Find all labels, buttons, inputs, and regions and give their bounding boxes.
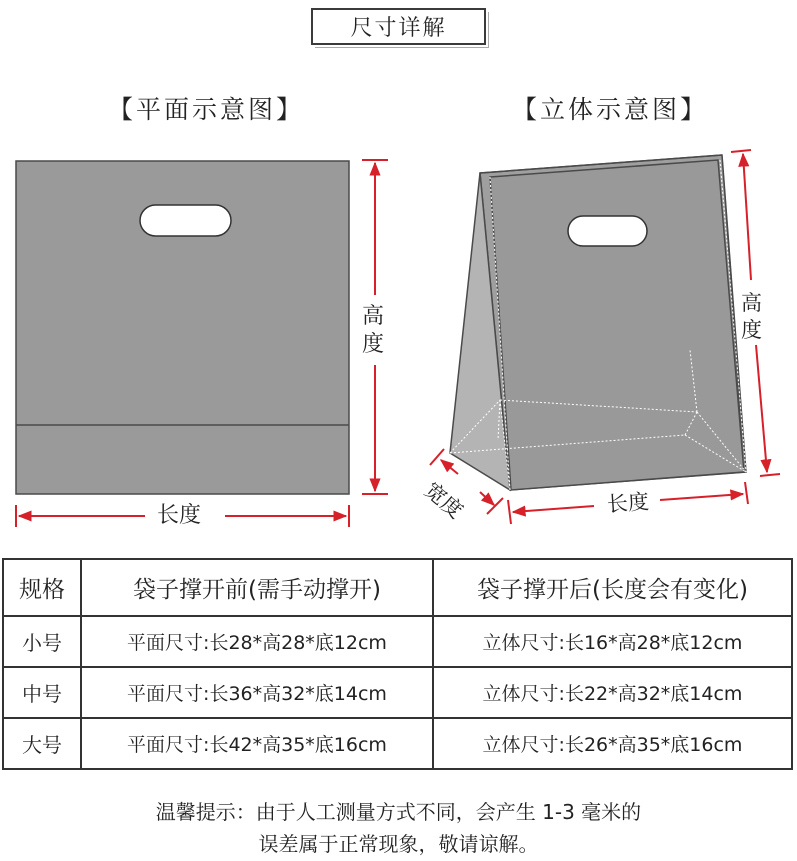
stereo-size-cell: 立体尺寸:长16*高28*底12cm <box>433 616 792 667</box>
header-after-open: 袋子撑开后(长度会有变化) <box>433 559 792 616</box>
flat-height-label: 高 度 <box>362 304 385 357</box>
table-row <box>3 718 792 769</box>
stereo-size-cell: 立体尺寸:长26*高35*底16cm <box>433 718 792 769</box>
size-cell: 中号 <box>3 667 81 718</box>
header-before-open: 袋子撑开前(需手动撑开) <box>81 559 433 616</box>
stereo-length-label: 长度 <box>606 489 650 517</box>
stereo-height-label: 高 度 <box>741 291 762 342</box>
stereo-bag-front <box>490 160 744 490</box>
size-cell: 大号 <box>3 718 81 769</box>
header-size: 规格 <box>3 559 81 616</box>
flat-size-cell: 平面尺寸:长28*高28*底12cm <box>81 616 433 667</box>
tip-line-1: 温馨提示：由于人工测量方式不同，会产生 1-3 毫米的 <box>155 800 642 824</box>
table-header-row <box>3 559 792 616</box>
stereo-width-label: 宽度 <box>419 477 468 524</box>
table-row <box>3 667 792 718</box>
flat-diagram-caption: 【平面示意图】 <box>108 95 305 124</box>
size-cell: 小号 <box>3 616 81 667</box>
stereo-bag-handle-hole <box>568 216 647 246</box>
tip-line-2: 误差属于正常现象，敬请谅解。 <box>258 832 539 856</box>
flat-bag <box>16 161 349 494</box>
flat-size-cell: 平面尺寸:长36*高32*底14cm <box>81 667 433 718</box>
stereo-size-cell: 立体尺寸:长22*高32*底14cm <box>433 667 792 718</box>
flat-size-cell: 平面尺寸:长42*高35*底16cm <box>81 718 433 769</box>
table-row <box>3 616 792 667</box>
flat-bag-handle-hole <box>140 205 231 236</box>
size-spec-table <box>2 558 793 770</box>
stereo-diagram-caption: 【立体示意图】 <box>512 95 709 124</box>
section-title: 尺寸详解 <box>311 8 486 45</box>
flat-length-label: 长度 <box>157 503 202 528</box>
stereo-bag <box>450 155 746 490</box>
